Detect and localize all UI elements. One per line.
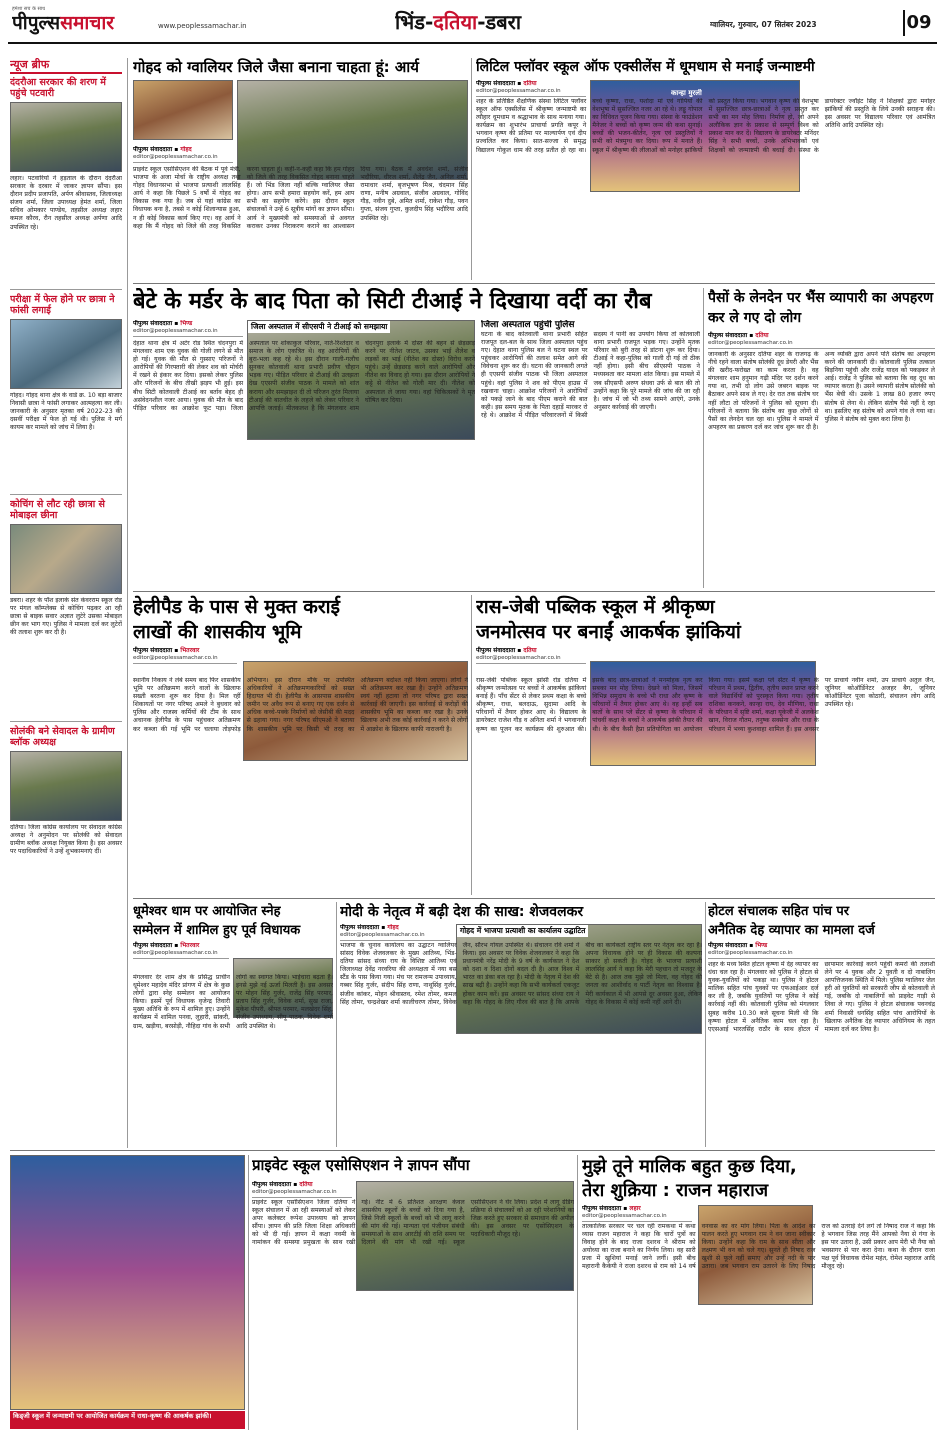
headline-line1: हेलीपैड के पास से मुक्त कराई	[133, 596, 340, 618]
col-rule	[577, 1155, 578, 1430]
dateline: ग्वालियर, गुरुवार, 07 सितंबर 2023	[710, 20, 817, 29]
article-body-2: घटना के बाद कोतवाली थाना प्रभारी सहित राजपूत दल-बल के साथ जिला अस्पताल पहुंच गए। देहात थाना पुलिस बल ने घटना स्थल पर पहुंचकर आरोपियों की तलाश समेत आगे की विवेचना शुरू कर दी। घटना की जानकारी लगते ही एएसपी संजीव पाठक भी जिला अस्पताल पहुंचे। वहां पुलिस ने शव को पीएम हाउस में रखवाना चाहा। आक्रोश परिजनों ने आरोपियों को पकड़े जाने के बाद पीएम कराने की बात कही। इस समय मृतक के पिता दहाड़ें मारकर रो रहे थे। आक्रोश में पीड़ित परिवारजनों में किसी सदस्य ने पानी का उपयोग किया तो कोतवाली थाना प्रभारी राजपूत भड़क गए। उन्होंने मृतक परिवार को बुरी तरह से डांटना शुरू कर दिया। टीआई ने कहा-पुलिस को गाली दी गई तो ठीक नहीं होगा। इसी बीच सीएसपी पाठक ने मध्यस्थता कर मामला शांत किया। इस मामले में जब सीएसपी अरुण संधवा उर्फ से बात की तो उन्होंने कहा कि पूरे मामले की जांच की जा रही है। जांच में जो भी तथ्य सामने आएंगे, उनके अनुसार कार्रवाई की जाएगी।	[481, 331, 700, 419]
byline-place: भिण्ड	[755, 942, 768, 949]
brief-title: परीक्षा में फेल होने पर छात्रा ने फांसी लगाई	[10, 294, 115, 316]
byline-email: editor@peoplessamachar.co.in	[133, 154, 233, 163]
brief-body: दतिया। जिला कांग्रेस कार्यालय पर सेवादल कांग्रेस अध्यक्ष ने अनुमोदन पर सोलंकी को सेवादल ग्रामीण ब्लॉक अध्यक्ष नियुक्त किया है। इस अवसर पर पदाधिकारियों ने उन्हें शुभकामनाएं दीं।	[10, 824, 122, 856]
brief-photo	[10, 751, 122, 821]
article-body: शहर के मध्य स्थित होटल कृष्णा में देह व्यापार का धंधा चल रहा है। मंगलवार को पुलिस ने होटल से युवक-युवतियों को पकड़ा था। पुलिस ने होटल मालिक सहित पांच युवकों पर एफआईआर दर्ज कर ली है, जबकि युवतियों पर पुलिस ने कोई कार्रवाई नहीं की। कोतवाली पुलिस को मंगलवार सुबह करीब 10.30 बजे सूचना मिली थी कि कृष्णा होटल में अनैतिक काम चल रहा है। एएसआई भारतसिंह राठौर के साथ होटल में छापामार कार्रवाई करने पहुंची कमरों की तलाशी लेने पर 4 युवक और 2 युवती व दो नाबालिग आपत्तिजनक स्थिति में मिले। पुलिस ग्वालियर जेल हरी ओ युवतियों को सरकारी जीप से कोतवाली ले गई, जबकि दो नाबालिगों को प्राइवेट गाड़ी से लिवा ले गए। पुलिस ने होटल संचालक पवनचंद्र शर्मा निवासी धनसिंह सहित पांच आरोपियों के खिलाफ अनैतिक देह व्यापार अधिनियम के तहत मामला दर्ज कर लिया है।	[708, 961, 935, 1033]
byline-place: भितरवार	[180, 942, 200, 949]
article-private-school	[252, 1155, 574, 1430]
byline-block: पीपुल्स संवाददाता ▪ दतिया editor@peoplessamachar.co.in	[476, 80, 586, 99]
article-body: मंगलवार देर शाम क्षेत्र के प्रसिद्ध प्राचीन धूमेश्वर महादेव मंदिर प्रांगण में क्षेत्र के कुछ लोगों द्वारा स्नेह सम्मेलन का आयोजन किया। इसमें पूर्व विधायक वृजेन्द्र तिवारी मुख्य अतिथि के रूप में शामिल हुए। उन्होंने कार्यक्रम में शामिल पनवा, लुहारी, सांकरी, ग्राम, खड़ीया, बरसोड़ी, नौहिदा गांव के सभी लोगों का स्वागत किया। भाईचारा बढ़ता है। इनसे मुझे नई ऊर्जा मिलती है। इस अवसर पर मोहन सिंह गुर्जर, राजेंद्र सिंह परमार, प्रताप सिंह गुर्जर, विवेक शर्मा, सुख राजा, मुकेश पीपरी, श्रीपत परमार, मलखेदर सिंह, संजीव उपाध्याय, सीपू पाठक, विवेक शर्मा आदि उपस्थित थे।	[133, 974, 333, 1030]
byline-email: editor@peoplessamachar.co.in	[133, 328, 243, 337]
row-rule	[133, 283, 935, 284]
brief-title: दंदरौआ सरकार की शरण में पहुंचे पटवारी	[10, 77, 106, 99]
photo-caption: जिला अस्पताल में सीएसपी ने टीआई को समझाया	[248, 321, 390, 333]
article-body: भाजपा के चुनाव कार्यालय का उद्घाटन ग्वालियर सांसद विवेक शेजवलकर के मुख्य आतिथ्य, भिंड-दतिया सांसद संध्या राय के विशिष्ट आतिथ्य एवं जिलाध्यक्ष देवेंद्र नरवरिया की अध्यक्षता में नया बस स्टैंड के पास किया गया। मंच पर रामजन्म उपाध्याय, गब्बर सिंह गुर्जर, संदीप सिंह राणा, नाथूसिंह गुर्जर, संजीव कांकर, मोहन श्रीवास्तव, रमेश तोमर, कमल सिंह तोमर, चन्द्रशेखर शर्मा कालीचरण तोमर, विवेक जैन, सौरभ गोयल उपस्थित थे। संचालन रवि शर्मा ने किया। इस अवसर पर विवेक शेजवलकर ने कहा कि प्रधानमंत्री नरेंद्र मोदी के 9 वर्ष के कार्यकाल ने देश को दशा व दिशा दोनों बदल दी है। आज विश्व में भारत का डंका बज रहा है। मोदी के नेतृत्व में देश की साख बढ़ी है। उन्होंने कहा कि सभी कार्यकर्ता एकजुट होकर काम करें। इस अवसर पर सांसद संध्या राय ने कहा कि गोहद के लिए गौरव की बात है कि आपके बीच का कार्यकर्ता राष्ट्रीय स्तर पर नेतृत्व कर रहा है। अपना विधायक होने पर ही विकास की कल्पना साकार हो सकती है। गोहद के भाजपा प्रत्याशी लालसिंह आर्य ने कहा कि मेरी पहचान तो मजदूर के बेटे से है। आज तक मुझे जो मिला, वह गोहद की जनता का आशीर्वाद व पार्टी नेतृत्व का विश्वास है। मेरी कार्यकाल में भी आपसे दूर अवसर हुआ, लेकिन गोहद के विकास में कोई कमी नहीं आने दी।	[340, 942, 702, 1006]
masthead-logo	[12, 11, 152, 37]
article-rajan-maharaj	[582, 1155, 935, 1430]
byline-email: editor@peoplessamachar.co.in	[708, 340, 935, 349]
byline-place: दतिया	[299, 1181, 313, 1188]
byline: पीपुल्स संवाददाता	[708, 942, 748, 949]
byline-email: editor@peoplessamachar.co.in	[252, 1189, 352, 1198]
byline-block: पीपुल्स संवाददाता ▪ गोहद editor@peoplessamachar.co.in	[133, 146, 233, 165]
byline: पीपुल्स संवाददाता	[340, 924, 380, 931]
headline-line1: धूमेश्वर धाम पर आयोजित स्नेह	[133, 904, 281, 919]
photo-caption: गोहद में भाजपा प्रत्याशी का कार्यालय उद्घाटित	[457, 925, 588, 937]
byline-email: editor@peoplessamachar.co.in	[340, 932, 450, 941]
page-number: 09	[903, 10, 933, 36]
headline-line1: मुझे तूने मालिक बहुत कुछ दिया,	[582, 1156, 797, 1177]
byline-place: दतिया	[523, 647, 537, 654]
article-helipad: हेलीपैड के पास से मुक्त कराई लाखों की शासकीय भूमि पीपुल्स संवाददाता ▪ भितरवार editor@peoplessamachar.co.in स्थानीय निकाय ने लंबे समय बाद फिर शासकीय भूमि पर अतिक्रमण करने वालों के खिलाफ सख्ती बरतना शुरू कर दिया है। मिल रहीं शिकायतों पर नगर परिषद अमले ने बुधवार को पुलिस और राजस्व कर्मियों की टीम के साथ अचानक हेलीपैड के पास पहुंचकर अतिक्रमण कर कब्जा की गई भूमि पर चलाया तोड़फोड़ अभियान। इस दौरान मौके पर उपस्थित अधिकारियों ने अतिक्रमणकारियों को सख्त हिदायत भी दी। हेलीपैड के आसपास शासकीय जमीन पर अवैध रूप से बनाए गए एक दर्जन से अधिक कच्चे-पक्के निर्माणों को जेसीबी की मदद से ढहाया गया। नगर परिषद सीएमओ ने बताया कि शासकीय भूमि पर किसी भी तरह का अतिक्रमण बर्दाश्त नहीं किया जाएगा। लोगों ने भी अतिक्रमण कर रखा है। उन्होंने अतिक्रमण स्वयं नहीं हटाया तो नगर परिषद द्वारा सख्त कार्रवाई की जाएगी। इस कार्रवाई से करोड़ों की शासकीय भूमि का कब्जा कर रखा है। उनके खिलाफ अभी तक कोई कार्रवाई न करने से लोगों में आक्रोश के खिलाफ काफी नाराजगी है।	[133, 595, 468, 895]
brief-item	[10, 77, 122, 285]
col-rule	[705, 902, 706, 1147]
headline-line2: सम्मेलन में शामिल हुए पूर्व विधायक	[133, 923, 301, 938]
janmashtami-caption: किड्जी स्कूल में जन्माष्टमी पर आयोजित कार्यक्रम में राधा-कृष्ण की आकर्षक झांकी।	[10, 1411, 245, 1429]
headline: प्राइवेट स्कूल एसोसिएशन ने ज्ञापन सौंपा	[252, 1156, 470, 1174]
byline-block: पीपुल्स संवाददाता ▪ लहार editor@peoplessamachar.co.in	[582, 1205, 692, 1224]
article-hotel-sanchalak: होटल संचालक सहित पांच पर अनैतिक देह व्यापार का मामला दर्ज पीपुल्स संवाददाता ▪ भिण्ड editor@peoplessamachar.co.in शहर के मध्य स्थित होटल कृष्णा में देह व्यापार का धंधा चल रहा है। मंगलवार को पुलिस ने होटल से युवक-युवतियों को पकड़ा था। पुलिस ने होटल मालिक सहित पांच युवकों पर एफआईआर दर्ज कर ली है, जबकि युवतियों पर पुलिस ने कोई कार्रवाई नहीं की। कोतवाली पुलिस को मंगलवार सुबह करीब 10.30 बजे सूचना मिली थी कि कृष्णा होटल में अनैतिक काम चल रहा है। एएसआई भारतसिंह राठौर के साथ होटल में छापामार कार्रवाई करने पहुंची कमरों की तलाशी लेने पर 4 युवक और 2 युवती व दो नाबालिग आपत्तिजनक स्थिति में मिले। पुलिस ग्वालियर जेल हरी ओ युवतियों को सरकारी जीप से कोतवाली ले गई, जबकि दो नाबालिगों को प्राइवेट गाड़ी से लिवा ले गए। पुलिस ने होटल संचालक पवनचंद्र शर्मा निवासी धनसिंह सहित पांच आरोपियों के खिलाफ अनैतिक देह व्यापार अधिनियम के तहत मामला दर्ज कर लिया है।	[708, 902, 935, 1147]
article-cti-murder	[133, 288, 700, 588]
brief-item	[10, 499, 122, 717]
col-rule	[248, 1155, 249, 1430]
byline-place: लहार	[629, 1205, 641, 1212]
headline-line2: अनैतिक देह व्यापार का मामला दर्ज	[708, 923, 875, 938]
col-rule	[471, 58, 472, 280]
byline: पीपुल्स संवाददाता	[476, 80, 516, 87]
article-gohad-aary	[133, 58, 468, 280]
brief-body: लहार। पटवारियों ने हड़ताल के दौरान दंदरौआ सरकार के दरबार में जाकर ज्ञापन सौंपा। इस दौरान प्रदीप प्रजापति, अर्पण श्रीवास्तव, जिलाध्यक्ष संजय शर्मा, जिला उपाध्यक्ष हेमंत शर्मा, जिला सचिव ओमकार पाण्डेय, तहसील अध्यक्ष लहार कमल कौरव, रौन तहसील अध्यक्ष अर्पणा आदि उपस्थित रहे।	[10, 175, 122, 231]
byline: पीपुल्स संवाददाता	[582, 1205, 622, 1212]
byline-place: गोहद	[387, 924, 399, 931]
row-rule	[133, 591, 935, 592]
article-modi-shejalkar	[340, 902, 702, 1147]
article-body: शहर के प्रतिष्ठित शैक्षणिक संस्था लिटिल फ्लॉवर स्कूल ऑफ एक्सीलेंस में श्रीकृष्ण जन्माष्टमी का त्यौहार धूमधाम व श्रद्धाभाव के साथ मनाया गया। कार्यक्रम का शुभारंभ प्राचार्या प्रगति कपूर ने भगवान कृष्ण की प्रतिमा पर माल्यार्पण एवं दीप प्रज्वलित कर किया। सात-सज्जा से समृद्ध विद्यालय गोकुल धाम की तरह प्रतीत हो रहा था। बच्चे कृष्णा, राधा, यशोदा मां एवं गोपियों की वेशभूषा में सुसज्जित नजर आ रहे थे। लड्डू गोपाल का विधिवत पूजन किया गया। संस्था के फाउंडेशन मैनेजर ने बच्चों को कृष्ण जन्म की कथा सुनाई। बच्चों की भजन-कीर्तन, नृत्य एवं प्रस्तुतियों ने सभी को मंत्रमुग्ध कर दिया। रूप में मनाते हैं। स्कूल में श्रीकृष्ण की लीलाओं को मनोहर झांकियों को प्रस्तुत किया गया। भगवान कृष्ण की वेशभूषा में सुसज्जित छात्र-छात्राओं ने नृत्य प्रस्तुत कर सभी का मन मोह लिया। निर्माण हो, जो अपने अलौकिक ज्ञान के प्रकाश से सम्पूर्ण विश्व को प्रकाश मान कर दें। विद्यालय के डायरेक्टर मनिंदर सिंह ने सभी बच्चों, उनके अभिभावकों एवं शिक्षकों को जन्माष्टमी की बधाई दी। संस्था के डायरेक्टर ज्वॉइंट सिंह ने शिक्षकों द्वारा मनोहर झांकियों की प्रस्तुति के लिये उनकी सराहना की। इस अवसर पर विद्यालय परिवार एवं आमंत्रित अतिथि आदि उपस्थित रहे।	[476, 98, 935, 154]
byline-email: editor@peoplessamachar.co.in	[476, 655, 586, 664]
article-photo	[133, 80, 233, 140]
col-rule	[471, 595, 472, 895]
masthead-website: www.peoplessamachar.in	[158, 22, 247, 30]
brief-body: गोहद। गोहद थाना क्षेत्र के वार्ड क्र. 10 बड़ा बाजार निवासी छात्रा ने फांसी लगाकर आत्महत्या कर ली। जानकारी के अनुसार मृतका वर्ष 2022-23 की दसवीं परीक्षा में फेल हो गई थी। पुलिस ने मर्ग कायम कर मामले को जांच में लिया है।	[10, 392, 122, 432]
article-body: जानकारी के अनुसार दतिया शहर के राजगढ़ के नीचे रहने वाला संतोष सोलंकी दूध डेयरी और भैंस की खरीद-फरोख्त का काम करता है। वह मंगलवार शाम हनुमान गढ़ी मंदिर पर दर्शन करने गया था, तभी दो लोग उसे जबरन बाइक पर बैठाकर अपने साथ ले गए। देर रात तक संतोष घर नहीं लौटा तो परिजनों ने पुलिस को सूचना दी। परिजनों ने बताया कि संतोष का कुछ लोगों से पैसों का लेनदेन चल रहा था। पुलिस ने मामले में अपहरण का प्रकरण दर्ज कर जांच शुरू कर दी है। अन्य व्यक्ति द्वारा अपने पति संतोष का अपहरण करने की जानकारी दी। कोतवाली पुलिस तत्काल बिड़निया पहुंची और राजेंद्र यादव को पकड़कर ले आई। राजेंद्र ने पुलिस को बताया कि वह दूध का व्यापार करता है। उसने व्यापारी संतोष सोलंकी को भैंस बेची थी। उसके 1 लाख 80 हजार रुपए संतोष से लेना थे। लेकिन संतोष पैसे नहीं दे रहा था। इसलिए वह संतोष को अपने गांव ले गया था। पुलिस ने संतोष को मुक्त करा लिया है।	[708, 351, 935, 431]
logo-left: पीपुल्स	[12, 12, 61, 34]
byline-block: पीपुल्स संवाददाता ▪ गोहद editor@peoplessamachar.co.in	[340, 924, 450, 943]
subhead: जिला अस्पताल पहुंची पुलिस	[481, 320, 575, 330]
byline: पीपुल्स संवाददाता	[133, 146, 173, 153]
headline-line1: रास-जेबी पब्लिक स्कूल में श्रीकृष्ण	[476, 596, 715, 618]
brief-photo	[10, 524, 122, 594]
news-brief-label: न्यूज ब्रीफ	[10, 58, 122, 74]
byline: पीपुल्स संवाददाता	[476, 647, 516, 654]
masthead-rule	[8, 42, 937, 44]
byline-email: editor@peoplessamachar.co.in	[476, 88, 586, 97]
article-body: प्राइवेट स्कूल एसोसिएशन की बैठक में पूर्व मंत्री, भाजपा के अजा मोर्चा के राष्ट्रीय अध्यक्ष तथा गोहद विधानसभा से भाजपा प्रत्याशी लालसिंह आर्य ने कहा कि पिछले 5 वर्षों में गोहद का विकास रुक गया है। जब से यहां कांग्रेस का विधायक बना है, तबसे न कोई शिलान्यास हुआ, न ही कोई विकास कार्य किए गए। वह आर्य ने कहा कि मैं गोहद को जिले की तरह विकसित करना चाहता हूं। कहीं-न-कहीं कहा कि हम गोहद को जिले की तरह विकसित गोहद बनाना चाहते हैं। जो भिंड जिला नहीं बल्कि ग्वालियर जैसा होगा। आप सभी हमारा सहयोग करें, हम आप सभी का सहयोग करेंगे। इस दौरान स्कूल संचालकों ने उन्हें 6 सूत्रीय मांगों का ज्ञापन सौंपा। आर्य ने मुख्यमंत्री को समस्याओं से अवगत कराकर उनका निराकरण कराने का आश्वासन दिया गया। बैठक में अवधेश शर्मा, संजीव भदौरिया, धीरज शर्मा, शैलेंद्र जैन, अनिल शर्मा, रामाधार शर्मा, बृजभूषण मिश्र, चंदमान सिंह राणा, मनीष अग्रवाल, संजीव अग्रवाल, गोविंद गौड़, नवीन दुबे, अमित शर्मा, राकेश गौड़, पवन गुप्ता, संजय गुप्ता, कुलदीप सिंह भदौरिया आदि उपस्थित रहे।	[133, 166, 468, 230]
article-little-flower	[476, 58, 935, 280]
byline-email: editor@peoplessamachar.co.in	[582, 1213, 692, 1222]
brief-photo	[10, 319, 122, 389]
headline-line2: तेरा शुक्रिया : राजन महाराज	[582, 1180, 769, 1201]
byline: पीपुल्स संवाददाता	[133, 320, 173, 327]
byline: पीपुल्स संवाददाता	[708, 332, 748, 339]
article-ras-jebi: रास-जेबी पब्लिक स्कूल में श्रीकृष्ण जनमोत्सव पर बनाईं आकर्षक झांकियां पीपुल्स संवाददाता ▪ दतिया editor@peoplessamachar.co.in रास-जेबी पब्लिक स्कूल झांसी रोड दतिया में श्रीकृष्ण जन्मोत्सव पर बच्चों ने आकर्षक झांकियां बनाई हैं। पाँच सेंटर से लेकर प्रथम कक्षा के बच्चे श्रीकृष्ण, राधा, बलदाऊ, सुदामा आदि के परिधानों में तैयार होकर आए थे। विद्यालय के डायरेक्टर राजेश गौड़ व अनिता शर्मा ने भगवानजी कृष्ण का पूजन कर कार्यक्रम की शुरुआत की। इसके बाद छात्र-छात्राओं ने मनमोहक नृत्य कर सबका मन मोह लिया। देखने को मिला, जिसमें विभिन्न समुदाय के बच्चे भी राधा और कृष्ण के परिधानों में तैयार होकर आए थे। वह इन्हीं सब बातों के साथ प्ले सेंटर से कृष्णा के परिधान में पांचवीं कक्षा के बच्चों ने आकर्षक झांकी तैयार की थी। के बीच कैसी हैप्रा प्रतियोगिता का आयोजन किया गया। इसमें कक्षा प्ले सेंटर में कृष्ण के परिधान में प्रथम, द्वितीय, तृतीय स्थान प्राप्त करने वाले विद्यार्थियों को पुरस्कृत किया गया। तृतीय राशिका कनकने, कान्हा राय, देव मीणिया, राधा के परिधान में सृष्टि शर्मा, कक्षा यूकेजी में अलकेश खान, विराज गौतम, तनुष्क सक्सेना और राधा के परिधान में भव्या कुशवाहा शामिल हैं। इस अवसर पर प्राचार्य नवीन शर्मा, उप प्राचार्य अतुल जैन, जूनियर कोऑर्डिनेटर अजहर बैग, जूनियर कोऑर्डिनेटर पूजा कोठारी, संचालन लोग आदि उपस्थित रहे।	[476, 595, 935, 895]
byline-email: editor@peoplessamachar.co.in	[133, 655, 237, 664]
article-body: प्राइवेट स्कूल एसोसिएशन जिला दतिया ने स्कूल संचालन में आ रही समस्याओं को लेकर अपर कलेक्टर रूपेश उपाध्याय को ज्ञापन सौंपा। ज्ञापन की प्रति जिला शिक्षा अधिकारी को भी दी गई। ज्ञापन में कक्षा नवमी के नामांकन की समस्या प्रमुखता के साथ रखी गई। नीट में 6 प्रतिशत आरक्षण केवल शासकीय स्कूलों के बच्चों को दिया गया है, जिसे निजी स्कूलों के बच्चों को भी लागू करने की मांग की गई। मान्यता एवं पंजीयन संबंधी समस्याओं के साथ आरटीई की राशि समय पर दिलाने की मांग भी रखी गई। स्कूल एसोसिएशन ने घेर लिया। प्रदेश में लागू ग्रेडिंग प्रक्रिया से संचालकों को आ रही परेशानियों का जिक्र करते हुए सरकार से समाधान की अपील की। इस अवसर पर एसोसिएशन के पदाधिकारी मौजूद रहे।	[252, 1199, 574, 1247]
janmashtami-photo-block	[10, 1155, 245, 1430]
sidebar-rule	[127, 58, 128, 1148]
headline-line2: जनमोत्सव पर बनाईं आकर्षक झांकियां	[476, 621, 741, 643]
row-rule	[10, 1150, 935, 1151]
byline-place: दतिया	[523, 80, 537, 87]
brief-item	[10, 294, 122, 490]
janmashtami-photo	[10, 1155, 245, 1410]
headline: लिटिल फ्लॉवर स्कूल ऑफ एक्सीलेंस में धूमधाम से मनाई जन्माष्टमी	[476, 59, 815, 75]
col-rule	[703, 288, 704, 588]
byline: पीपुल्स संवाददाता	[252, 1181, 292, 1188]
article-bhains-vyapari: पैसों के लेनदेन पर भैंस व्यापारी का अपहरण कर ले गए दो लोग पीपुल्स संवाददाता ▪ दतिया editor@peoplessamachar.co.in जानकारी के अनुसार दतिया शहर के राजगढ़ के नीचे रहने वाला संतोष सोलंकी दूध डेयरी और भैंस की खरीद-फरोख्त का काम करता है। वह मंगलवार शाम हनुमान गढ़ी मंदिर पर दर्शन करने गया था, तभी दो लोग उसे जबरन बाइक पर बैठाकर अपने साथ ले गए। देर रात तक संतोष घर नहीं लौटा तो परिजनों ने पुलिस को सूचना दी। परिजनों ने बताया कि संतोष का कुछ लोगों से पैसों का लेनदेन चल रहा था। पुलिस ने मामले में अपहरण का प्रकरण दर्ज कर जांच शुरू कर दी है। अन्य व्यक्ति द्वारा अपने पति संतोष का अपहरण करने की जानकारी दी। कोतवाली पुलिस तत्काल बिड़निया पहुंची और राजेंद्र यादव को पकड़कर ले आई। राजेंद्र ने पुलिस को बताया कि वह दूध का व्यापार करता है। उसने व्यापारी संतोष सोलंकी को भैंस बेची थी। उसके 1 लाख 80 हजार रुपए संतोष से लेना थे। लेकिन संतोष पैसे नहीं दे रहा था। इसलिए वह संतोष को अपने गांव ले गया था। पुलिस ने संतोष को मुक्त करा लिया है।	[708, 288, 935, 588]
byline-place: भितरवार	[180, 647, 200, 654]
right-columns	[481, 320, 700, 586]
byline-place: दतिया	[755, 332, 769, 339]
headline: पैसों के लेनदेन पर भैंस व्यापारी का अपहरण कर ले गए दो लोग	[708, 290, 934, 326]
headline-line1: होटल संचालक सहित पांच पर	[708, 904, 850, 919]
headline-line2: लाखों की शासकीय भूमि	[133, 621, 302, 643]
logo-right: समाचार	[60, 12, 115, 34]
headline: मोदी के नेतृत्व में बढ़ी देश की साख: शेजवलकर	[340, 904, 584, 920]
article-body: देहात थाना क्षेत्र में अटेर रोड स्थित चंदनपुरा में मंगलवार शाम एक युवक की गोली लगने से मौत हो गई। युवक की मौत से गुस्साए परिजनों ने आरोपियों की गिरफ्तारी की लेकर शव को मोर्चरी में रखने से इंकार कर दिया। इसको लेकर पुलिस और परिजनों के बीच तीखी झड़प भी हुई। इस बीच सिटी कोतवाली टीआई का बर्ताव बेहद ही असंवेदनशील नजर आया। युवक की मौत के बाद पीड़ित परिवार का आक्रोश फूट पड़ा। जिला अस्पताल पर शोकाकुल परिवार, नाते-रिश्तेदार व समाज के लोग एकत्रित थे। वह आरोपियों की बुरा-भला कह रहे थे। इस दौरान गाली-गलौच सुनकर कोतवाली थाना प्रभारी प्रवीण चौहान भड़क गए। पीड़ित परिवार से टीआई की उलझता देख एएसपी संजीव पाठक ने मामले को शांत कराया और समझाइश दी तो परिजन तुरंत मिलाया टीआई की बातचीत के लहजे को लेकर परिवार ने आपत्ति जताई। मीतकलश है कि मंगलवार शाम चंदनपुरा इलाके में दोस्त की बहन से छेड़छाड़ करने पर नीतेश जाटव, उसका भाई शैलेश व लड़कों का भाई (नीतेश का दोस्त) विरोध करने पहुंचे। उन्हें छेड़छाड़ करने वाले आरोपियों और नीतेश का विवाद हो गया। इस दौरान आरोपियों ने कट्टे से नीतेश को गोली मार दी। नीतेश को अस्पताल ले जाया गया। वहां चिकित्सकों ने मृत घोषित कर दिया।	[133, 340, 475, 412]
headline: गोहद को ग्वालियर जिले जैसा बनाना चाहता हूं: आर्य	[133, 58, 419, 76]
byline-email: editor@peoplessamachar.co.in	[133, 950, 229, 959]
article-body: रास-जेबी पब्लिक स्कूल झांसी रोड दतिया में श्रीकृष्ण जन्मोत्सव पर बच्चों ने आकर्षक झांकियां बनाई हैं। पाँच सेंटर से लेकर प्रथम कक्षा के बच्चे श्रीकृष्ण, राधा, बलदाऊ, सुदामा आदि के परिधानों में तैयार होकर आए थे। विद्यालय के डायरेक्टर राजेश गौड़ व अनिता शर्मा ने भगवानजी कृष्ण का पूजन कर कार्यक्रम की शुरुआत की। इसके बाद छात्र-छात्राओं ने मनमोहक नृत्य कर सबका मन मोह लिया। देखने को मिला, जिसमें विभिन्न समुदाय के बच्चे भी राधा और कृष्ण के परिधानों में तैयार होकर आए थे। वह इन्हीं सब बातों के साथ प्ले सेंटर से कृष्णा के परिधान में पांचवीं कक्षा के बच्चों ने आकर्षक झांकी तैयार की थी। के बीच कैसी हैप्रा प्रतियोगिता का आयोजन किया गया। इसमें कक्षा प्ले सेंटर में कृष्ण के परिधान में प्रथम, द्वितीय, तृतीय स्थान प्राप्त करने वाले विद्यार्थियों को पुरस्कृत किया गया। तृतीय राशिका कनकने, कान्हा राय, देव मीणिया, राधा के परिधान में सृष्टि शर्मा, कक्षा यूकेजी में अलकेश खान, विराज गौतम, तनुष्क सक्सेना और राधा के परिधान में भव्या कुशवाहा शामिल हैं। इस अवसर पर प्राचार्य नवीन शर्मा, उप प्राचार्य अतुल जैन, जूनियर कोऑर्डिनेटर अजहर बैग, जूनियर कोऑर्डिनेटर पूजा कोठारी, संचालन लोग आदि उपस्थित रहे।	[476, 677, 935, 733]
byline-block: पीपुल्स संवाददाता ▪ दतिया editor@peoplessamachar.co.in	[252, 1181, 352, 1200]
byline: पीपुल्स संवाददाता	[133, 647, 173, 654]
brief-body: डबरा। शहर के पॉश इलाके संत कंवरराम स्कूल रोड पर मंगल कॉम्प्लेक्स से कोचिंग पढ़कर आ रही छात्रा से बाइक सवार अज्ञात लुटेरे उसका मोबाइल छीन कर भाग गए। पुलिस ने मामला दर्ज कर लुटेरों की तलाश शुरू कर दी है।	[10, 597, 122, 637]
row-rule	[133, 898, 935, 899]
banner-text: कान्हा मुरली	[671, 89, 702, 97]
headline: बेटे के मर्डर के बाद पिता को सिटी टीआई ने दिखाया वर्दी का रौब	[133, 289, 652, 314]
section-title: भिंड-दतिया-डबरा	[395, 10, 522, 34]
article-body: स्थानीय निकाय ने लंबे समय बाद फिर शासकीय भूमि पर अतिक्रमण करने वालों के खिलाफ सख्ती बरतना शुरू कर दिया है। मिल रहीं शिकायतों पर नगर परिषद अमले ने बुधवार को पुलिस और राजस्व कर्मियों की टीम के साथ अचानक हेलीपैड के पास पहुंचकर अतिक्रमण कर कब्जा की गई भूमि पर चलाया तोड़फोड़ अभियान। इस दौरान मौके पर उपस्थित अधिकारियों ने अतिक्रमणकारियों को सख्त हिदायत भी दी। हेलीपैड के आसपास शासकीय जमीन पर अवैध रूप से बनाए गए एक दर्जन से अधिक कच्चे-पक्के निर्माणों को जेसीबी की मदद से ढहाया गया। नगर परिषद सीएमओ ने बताया कि शासकीय भूमि पर किसी भी तरह का अतिक्रमण बर्दाश्त नहीं किया जाएगा। लोगों ने भी अतिक्रमण कर रखा है। उन्होंने अतिक्रमण स्वयं नहीं हटाया तो नगर परिषद द्वारा सख्त कार्रवाई की जाएगी। इस कार्रवाई से करोड़ों की शासकीय भूमि का कब्जा कर रखा है। उनके खिलाफ अभी तक कोई कार्रवाई न करने से लोगों में आक्रोश के खिलाफ काफी नाराजगी है।	[133, 677, 468, 733]
article-dhumeshwar: धूमेश्वर धाम पर आयोजित स्नेह सम्मेलन में शामिल हुए पूर्व विधायक पीपुल्स संवाददाता ▪ भितरवार editor@peoplessamachar.co.in मंगलवार देर शाम क्षेत्र के प्रसिद्ध प्राचीन धूमेश्वर महादेव मंदिर प्रांगण में क्षेत्र के कुछ लोगों द्वारा स्नेह सम्मेलन का आयोजन किया। इसमें पूर्व विधायक वृजेन्द्र तिवारी मुख्य अतिथि के रूप में शामिल हुए। उन्होंने कार्यक्रम में शामिल पनवा, लुहारी, सांकरी, ग्राम, खड़ीया, बरसोड़ी, नौहिदा गांव के सभी लोगों का स्वागत किया। भाईचारा बढ़ता है। इनसे मुझे नई ऊर्जा मिलती है। इस अवसर पर मोहन सिंह गुर्जर, राजेंद्र सिंह परमार, प्रताप सिंह गुर्जर, विवेक शर्मा, सुख राजा, मुकेश पीपरी, श्रीपत परमार, मलखेदर सिंह, संजीव उपाध्याय, सीपू पाठक, विवेक शर्मा आदि उपस्थित थे।	[133, 902, 333, 1147]
brief-title: कोचिंग से लौट रही छात्रा से मोबाइल छीना	[10, 499, 105, 521]
byline: पीपुल्स संवाददाता	[133, 942, 173, 949]
byline-block: पीपुल्स संवाददाता ▪ भिण्ड editor@peoplessamachar.co.in	[133, 320, 243, 339]
byline-place: भिण्ड	[180, 320, 193, 327]
col-rule	[336, 902, 337, 1147]
masthead	[10, 6, 935, 40]
article-body: तात्कालिक सरकार पर चल रही रामकथा में कथा व्यास राजन महाराज ने कहा कि चारों पुत्रों का विवाह होने के बाद राजा दशरथ ने श्रीराम को अयोध्या का राजा बनाने का निर्णय लिया। वह सारी प्रजा में खुशियां मनाई जाने लगीं। इसी बीच महारानी कैकेयी ने राजा दशरथ से राम को 14 वर्ष वनवास का वर मांग लिया। पिता के आदेश का पालन करते हुए भगवान राम ने वन जाना स्वीकार किया। उन्होंने कहा कि राम के साथ सीता और लक्ष्मण भी वन को चले गए। सुनते ही निषाद राज खुशी से फूले नहीं समाए और उन्हें नदी के पार उतारा। जब भगवान राम उतारने के लिए निषाद राज को उतराई देने लगे तो निषाद राज ने कहा कि हे भगवान जिस तरह मैंने आपको नैया से गंगा के इस पार उतारा है, उसी प्रकार आप मेरी भी नैया को भवसागर से पार करा देना। कथा के दौरान राजा पक्ष पूर्व विधायक रोमेश महंत, रोमेश महाराज आदि मौजूद रहे।	[582, 1223, 935, 1271]
brief-photo	[10, 102, 122, 172]
article-photo	[237, 80, 468, 180]
brief-title: सोलंकी बने सेवादल के ग्रामीण ब्लॉक अध्यक्ष	[10, 726, 115, 748]
byline-place: गोहद	[180, 146, 192, 153]
brief-item	[10, 726, 122, 924]
byline-email: editor@peoplessamachar.co.in	[708, 950, 935, 959]
masthead-tagline: हमेशा सच के साथ	[12, 6, 46, 12]
